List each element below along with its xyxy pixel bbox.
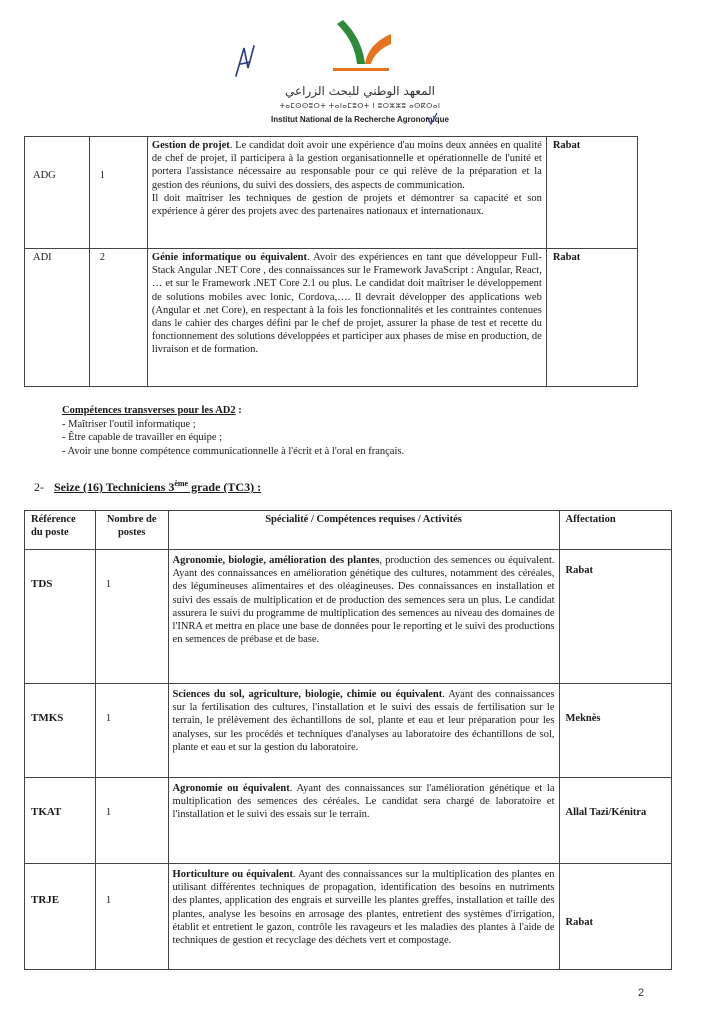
- specialty-text: . Le candidat doit avoir une expérience d'au moins deux années en qualité de chef de projet, il participera à la gestion organisationnelle et opérationnelle de l'unité et portera l'assistance nécessaire au responsable pour ce qui relève de la préparation et la gestion des réunions, du suivi des dossiers, des aspects de communication.: [151, 140, 542, 191]
- specialty-cell: [168, 550, 559, 684]
- table-row: [25, 249, 638, 387]
- specialty-title: Sciences du sol, agriculture, biologie, chimie ou équivalent: [172, 689, 443, 700]
- specialty-text: . Ayant des connaissances sur la fertilisation des cultures, l'installation et le suivi des essais de fertilisation sur le terrain, le prélèvement des échantillons de sol, plante et eau et leur préparation pour les analyses, sur les procédés et techniques d'analyses au laboratoire des échantillons de sol, plante et eau et sur la gestion du laboratoire.: [172, 689, 555, 753]
- specialty-cell: [168, 864, 559, 970]
- header-assignment: Affectation: [559, 511, 671, 550]
- list-item: - Avoir une bonne compétence communicationnelle à l'écrit et à l'oral en français.: [62, 445, 405, 457]
- ref-cell: TRJE: [25, 864, 96, 970]
- specialty-cell: [168, 778, 559, 864]
- specialty-cell: [147, 137, 546, 249]
- header-count: Nombre de postes: [95, 511, 168, 550]
- count-cell: 1: [95, 550, 168, 684]
- header-ref: Référence du poste: [25, 511, 96, 550]
- table-header-row: [25, 511, 672, 550]
- positions-table-ad2: [24, 136, 638, 387]
- assignment-cell: Meknès: [559, 684, 671, 778]
- header-specialty: Spécialité / Compétences requises / Activités: [168, 511, 559, 550]
- inra-logo-icon: [325, 18, 395, 76]
- assignment-cell: Allal Tazi/Kénitra: [559, 778, 671, 864]
- section-number: 2-: [34, 480, 44, 494]
- logo-french-text: Institut National de la Recherche Agronomique: [271, 115, 449, 124]
- positions-table-tc3: [24, 510, 672, 970]
- ref-cell: ADG: [25, 137, 90, 249]
- ref-cell: TMKS: [25, 684, 96, 778]
- specialty-title: Horticulture ou équivalent: [172, 869, 293, 880]
- transverse-competencies: [62, 404, 682, 458]
- handwritten-initials: [232, 42, 262, 78]
- section-title: Seize (16) Techniciens 3: [54, 480, 175, 494]
- logo-tifinagh-text: ⵜⴰⵎⵙⵙⵓⵔⵜ ⵜⴰⵏⴰⵎⵓⵔⵜ ⵏ ⵓⵔⵣⵣⵓ ⴰⵙⴽⵔⴰⵏ: [279, 102, 441, 110]
- assignment-cell: Rabat: [559, 864, 671, 970]
- assignment-cell: Rabat: [546, 249, 637, 387]
- specialty-text-2: Il doit maîtriser les techniques de gestion de projets et démontrer sa capacité et son expérience à gérer des projets avec des partenaires nationaux et internationaux.: [151, 192, 542, 218]
- ref-cell: TDS: [25, 550, 96, 684]
- page-number: 2: [638, 987, 645, 999]
- count-cell: 1: [95, 778, 168, 864]
- specialty-text: . Avoir des expériences en tant que développeur Full-Stack Angular .NET Core , des connaissances sur le Framework JavaScript : Angular, React, … et sur le Framework .NET Core 2.1 ou plus. Le candidat doit maîtriser le développement de solutions mobiles avec lonic, Cordova,…. Il devrait développer des applications web (Angular et .net Core), en respectant à la fois les fonctionnalités et les contraintes contenues dans le cahier des charges défini par le chef de projet, assurer la phase de test et recette du fonctionnement des solutions développées et participer aux phases de mise en production, de livraison et de formation.: [151, 252, 542, 356]
- section-heading: 2- Seize (16) Techniciens 3ème grade (TC3) :: [34, 479, 262, 494]
- count-cell: 1: [89, 137, 147, 249]
- specialty-title: Agronomie ou équivalent: [172, 783, 290, 794]
- list-item: - Être capable de travailler en équipe ;: [62, 432, 223, 443]
- specialty-title: Génie informatique ou équivalent: [151, 252, 307, 263]
- specialty-text: , production des semences ou équivalent. Ayant des connaissances en amélioration génétique des cultures, notamment des céréales, des légumineuses alimentaires et des oléagineuses. Des connaissances en installation et suivi des essais de multiplication et de production des semences sera un plus. Le candidat assurera le suivi du programme de multiplication des semences au niveau des domaines de l'INRA et mettra en place une base de données pour le reporting et le suivi des productions en semences de prébase et de base.: [172, 555, 555, 646]
- count-cell: 1: [95, 864, 168, 970]
- page-header: [0, 0, 727, 140]
- specialty-title: Gestion de projet: [151, 140, 230, 151]
- list-item: - Maîtriser l'outil informatique ;: [62, 418, 196, 430]
- specialty-text: . Ayant des connaissances sur la multiplication des plantes en utilisant différentes techniques de propagation, identification des besoins en nutriments des plantes, application des engrais et surveille les plantes greffes, installation et taille des plantes, analyse les besoins en arrosage des plantes, entretient des systèmes d'irrigation, établit et entretient le gazon, contrôle les ravageurs et les maladies des plantes à l'aide de techniques de gestion et recyclage des déchets vert et compostage.: [172, 869, 555, 947]
- logo-arabic-text: المعهد الوطني للبحث الزراعي: [284, 84, 436, 98]
- table-row: [25, 684, 672, 778]
- count-cell: 1: [95, 684, 168, 778]
- handwritten-check-mark: [425, 112, 439, 126]
- specialty-cell: [147, 249, 546, 387]
- transverse-title: Compétences transverses pour les AD2 :: [62, 405, 242, 416]
- table-row: [25, 137, 638, 249]
- count-cell: 2: [89, 249, 147, 387]
- specialty-text: . Ayant des connaissances sur l'amélioration génétique et la multiplication des semences des céréales. Le candidat sera chargé de laboratoire et l'installation et le suivi des essais sur le terrain.: [172, 783, 555, 821]
- specialty-title: Agronomie, biologie, amélioration des plantes: [172, 555, 380, 566]
- table-row: [25, 864, 672, 970]
- assignment-cell: Rabat: [559, 550, 671, 684]
- ref-cell: TKAT: [25, 778, 96, 864]
- ref-cell: ADI: [25, 249, 90, 387]
- assignment-cell: Rabat: [546, 137, 637, 249]
- table-row: [25, 778, 672, 864]
- specialty-cell: [168, 684, 559, 778]
- table-row: [25, 550, 672, 684]
